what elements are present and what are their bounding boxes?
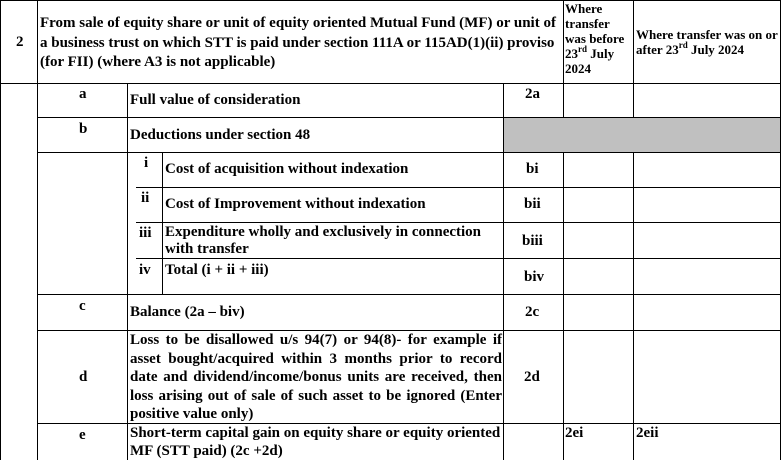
label-bii: Cost of Improvement without indexation — [165, 196, 426, 212]
shaded-cell-b — [504, 118, 780, 152]
code-e-before: 2ei — [565, 425, 584, 441]
label-biii: Expenditure wholly and exclusively in connection with transfer — [165, 224, 482, 257]
row-number: 2 — [16, 34, 24, 50]
sub-num-i: i — [144, 155, 149, 171]
label-e: Short-term capital gain on equity share or equity oriented MF (STT paid) (2c +2d) — [130, 425, 501, 459]
row-letter-e: e — [79, 427, 86, 443]
code-c: 2c — [525, 304, 540, 320]
row-letter-b: b — [79, 121, 88, 137]
col-header-before: Where transfer was before 23rd July 2024 — [565, 1, 625, 76]
label-a: Full value of consideration — [130, 92, 301, 108]
label-c: Balance (2a – biv) — [130, 304, 245, 320]
sub-num-ii: ii — [141, 190, 150, 206]
code-d: 2d — [524, 369, 540, 385]
code-a: 2a — [525, 86, 540, 102]
rule-rowno — [37, 0, 38, 460]
rule-code — [563, 0, 564, 460]
label-d: Loss to be disallowed u/s 94(7) or 94(8)- for example if asset bought/acquired within 3 months prior to record date and dividend/income/bonus units are received, then loss arising out of sale of such asset to be ignored (Enter positive value only) — [130, 332, 502, 423]
rule-top — [0, 0, 781, 1]
code-biii: biii — [522, 233, 543, 249]
label-bi: Cost of acquisition without indexation — [165, 161, 409, 177]
code-e-after: 2eii — [636, 425, 659, 441]
row-letter-d: d — [79, 369, 88, 385]
section-title: From sale of equity share or unit of equity oriented Mutual Fund (MF) or unit of a business trust on which STT is paid under section 111A or 115AD(1)(ii) proviso (for FII) (where A3 is not applicable) — [40, 15, 556, 70]
rule-left — [0, 0, 1, 460]
row-letter-c: c — [79, 298, 86, 314]
sub-num-iii: iii — [139, 225, 152, 241]
rule-letter — [127, 83, 128, 460]
rule-bi — [136, 187, 781, 188]
row-letter-a: a — [79, 86, 87, 102]
sub-num-iv: iv — [139, 262, 151, 278]
code-biv: biv — [524, 269, 545, 285]
rule-bii — [136, 222, 781, 223]
label-biv: Total (i + ii + iii) — [165, 262, 269, 278]
col-header-after: Where transfer was on or after 23rd July 2024 — [636, 27, 778, 57]
rule-biii — [136, 258, 781, 259]
rule-subnum — [162, 152, 163, 294]
rule-biv — [38, 294, 781, 295]
code-bii: bii — [524, 196, 541, 212]
code-bi: bi — [526, 161, 539, 177]
rule-before — [633, 0, 634, 460]
label-b: Deductions under section 48 — [130, 127, 311, 143]
rule-b — [38, 152, 781, 153]
rule-header — [0, 83, 781, 84]
